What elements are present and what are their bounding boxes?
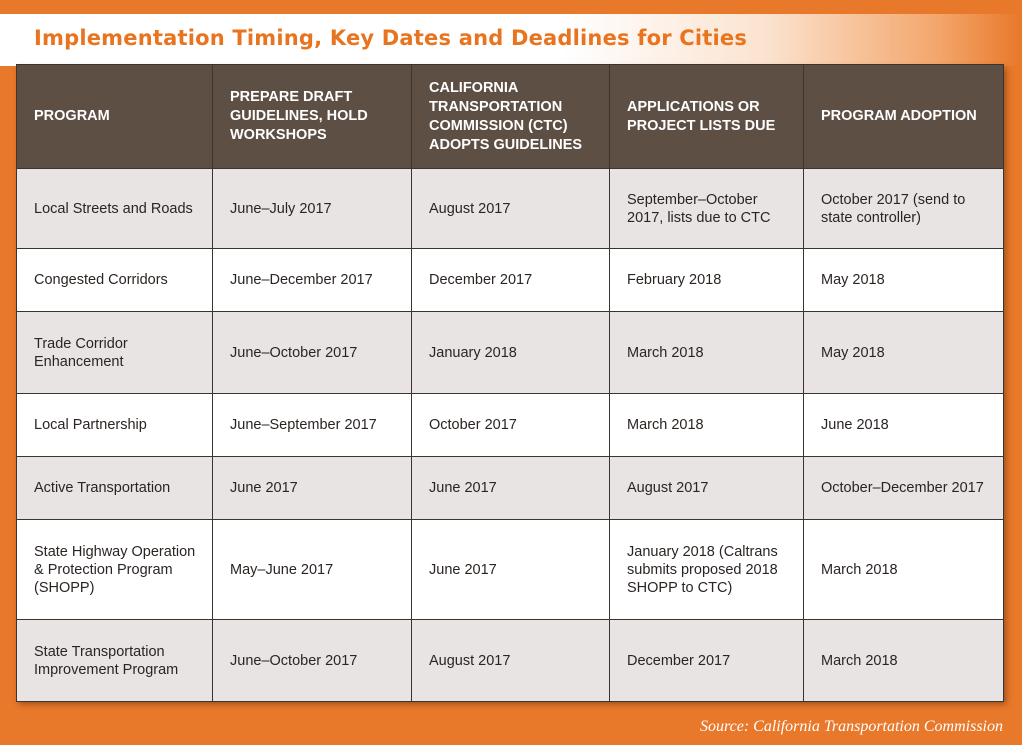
cell-applications-due: January 2018 (Caltrans submits proposed 2018 SHOPP to CTC) xyxy=(610,520,804,620)
cell-program: Trade Corridor Enhancement xyxy=(17,312,213,394)
cell-program-adoption: October 2017 (send to state controller) xyxy=(804,169,1004,249)
header-program-adoption: PROGRAM ADOPTION xyxy=(804,65,1004,169)
cell-draft-guidelines: June–October 2017 xyxy=(213,620,412,702)
cell-draft-guidelines: June–October 2017 xyxy=(213,312,412,394)
cell-draft-guidelines: May–June 2017 xyxy=(213,520,412,620)
cell-applications-due: February 2018 xyxy=(610,249,804,312)
source-caption: Source: California Transportation Commission xyxy=(700,718,1003,735)
cell-ctc-adopts: June 2017 xyxy=(412,520,610,620)
header-row xyxy=(17,65,1004,169)
cell-program-adoption: March 2018 xyxy=(804,520,1004,620)
cell-program: State Transportation Improvement Program xyxy=(17,620,213,702)
page-title: Implementation Timing, Key Dates and Deadlines for Cities xyxy=(34,26,748,50)
cell-ctc-adopts: June 2017 xyxy=(412,457,610,520)
cell-program-adoption: March 2018 xyxy=(804,620,1004,702)
table-row xyxy=(17,520,1004,620)
header-ctc-adopts: CALIFORNIA TRANSPORTATION COMMISSION (CTC) ADOPTS GUIDELINES xyxy=(412,65,610,169)
cell-applications-due: September–October 2017, lists due to CTC xyxy=(610,169,804,249)
timeline-table-container xyxy=(16,64,1003,700)
table-row xyxy=(17,394,1004,457)
cell-ctc-adopts: August 2017 xyxy=(412,620,610,702)
cell-applications-due: December 2017 xyxy=(610,620,804,702)
header-applications-due: APPLICATIONS OR PROJECT LISTS DUE xyxy=(610,65,804,169)
table-row xyxy=(17,249,1004,312)
cell-applications-due: March 2018 xyxy=(610,312,804,394)
cell-applications-due: March 2018 xyxy=(610,394,804,457)
cell-draft-guidelines: June–July 2017 xyxy=(213,169,412,249)
cell-program: Congested Corridors xyxy=(17,249,213,312)
header-draft-guidelines: PREPARE DRAFT GUIDELINES, HOLD WORKSHOPS xyxy=(213,65,412,169)
cell-program: Local Partnership xyxy=(17,394,213,457)
header-program: PROGRAM xyxy=(17,65,213,169)
cell-ctc-adopts: October 2017 xyxy=(412,394,610,457)
table-row xyxy=(17,169,1004,249)
cell-applications-due: August 2017 xyxy=(610,457,804,520)
cell-program-adoption: May 2018 xyxy=(804,312,1004,394)
cell-draft-guidelines: June–September 2017 xyxy=(213,394,412,457)
cell-draft-guidelines: June 2017 xyxy=(213,457,412,520)
table-row xyxy=(17,620,1004,702)
cell-program-adoption: October–December 2017 xyxy=(804,457,1004,520)
cell-program-adoption: May 2018 xyxy=(804,249,1004,312)
timeline-table xyxy=(16,64,1004,702)
cell-draft-guidelines: June–December 2017 xyxy=(213,249,412,312)
cell-program: Active Transportation xyxy=(17,457,213,520)
cell-program: Local Streets and Roads xyxy=(17,169,213,249)
cell-ctc-adopts: August 2017 xyxy=(412,169,610,249)
cell-program-adoption: June 2018 xyxy=(804,394,1004,457)
cell-ctc-adopts: December 2017 xyxy=(412,249,610,312)
table-row xyxy=(17,312,1004,394)
cell-ctc-adopts: January 2018 xyxy=(412,312,610,394)
cell-program: State Highway Operation & Protection Program (SHOPP) xyxy=(17,520,213,620)
table-row xyxy=(17,457,1004,520)
